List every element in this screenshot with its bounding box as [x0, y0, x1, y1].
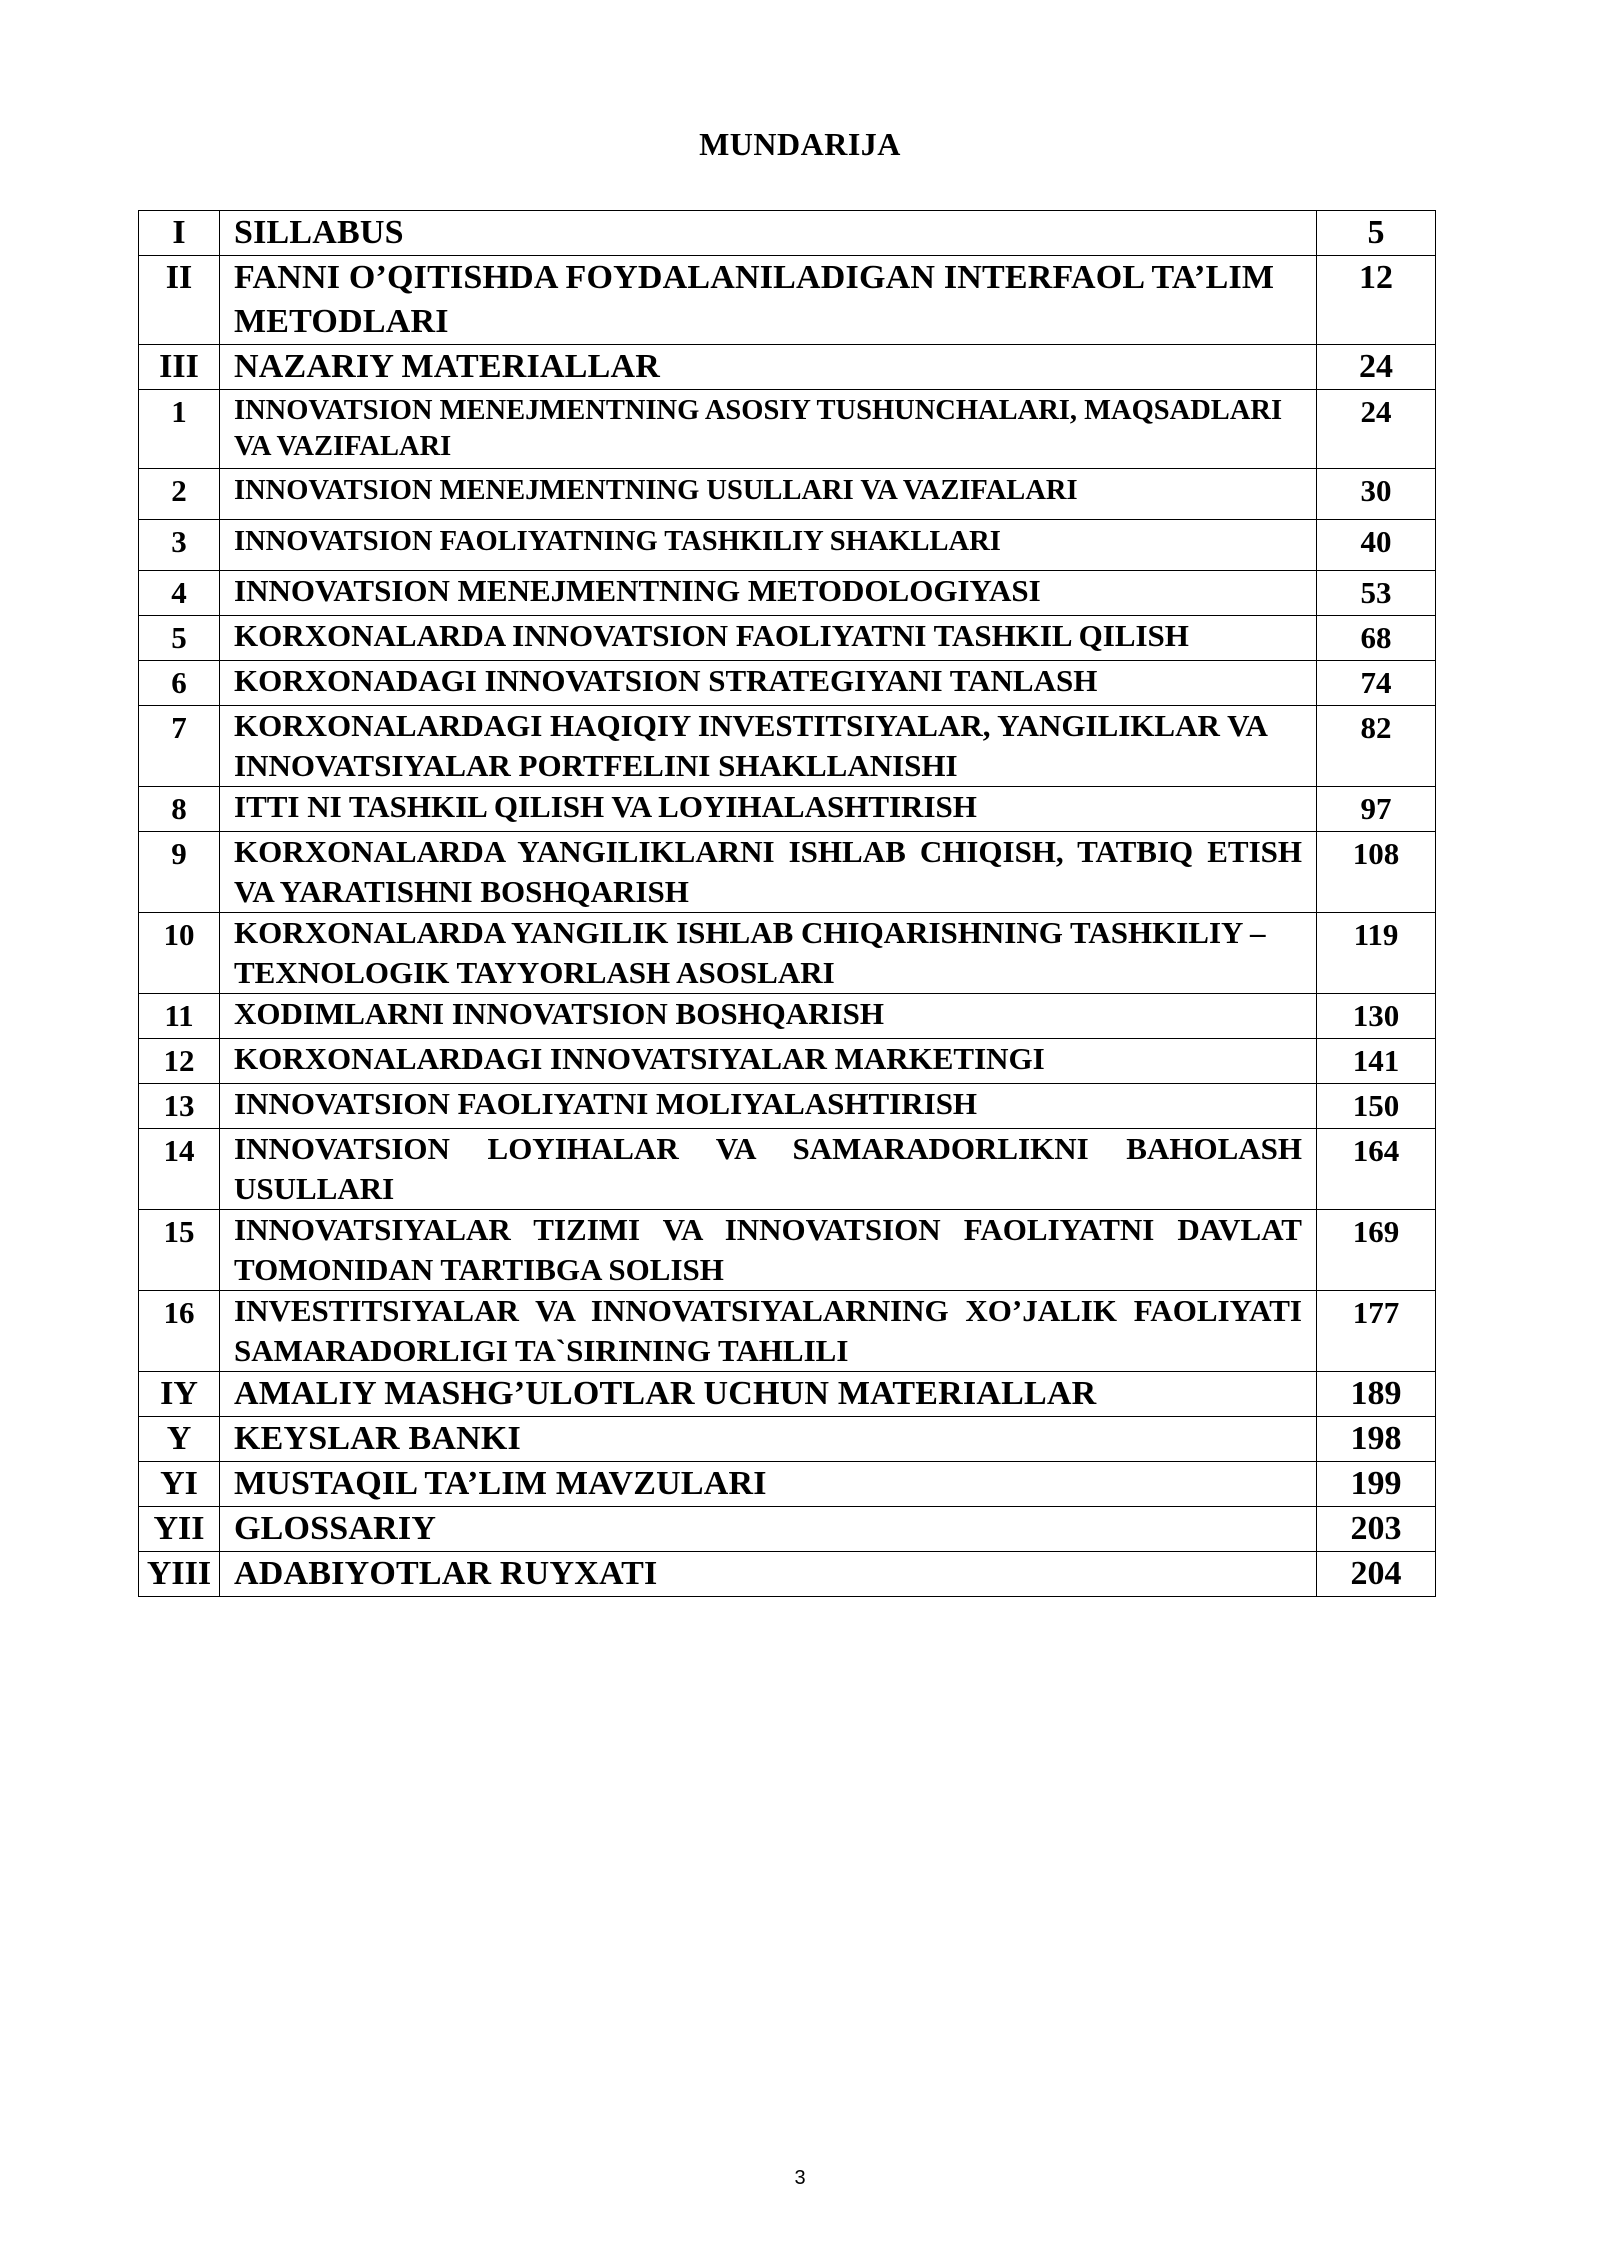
toc-section-number: 14 — [139, 1129, 220, 1210]
toc-section-number: 11 — [139, 994, 220, 1039]
toc-section-number: 4 — [139, 571, 220, 616]
toc-page-number: 150 — [1317, 1084, 1436, 1129]
toc-page-number: 189 — [1317, 1372, 1436, 1417]
toc-body — [139, 211, 1436, 1597]
toc-section-title: INNOVATSION FAOLIYATNING TASHKILIY SHAKLLARI — [220, 520, 1317, 571]
toc-section-number: Y — [139, 1417, 220, 1462]
toc-row — [139, 1552, 1436, 1597]
toc-row — [139, 1462, 1436, 1507]
toc-section-number: YI — [139, 1462, 220, 1507]
toc-section-title: ITTI NI TASHKIL QILISH VA LOYIHALASHTIRISH — [220, 787, 1317, 832]
toc-row — [139, 913, 1436, 994]
toc-section-title: SILLABUS — [220, 211, 1317, 256]
toc-section-number: YIII — [139, 1552, 220, 1597]
toc-section-title: AMALIY MASHG’ULOTLAR UCHUN MATERIALLAR — [220, 1372, 1317, 1417]
toc-page-number: 40 — [1317, 520, 1436, 571]
toc-page-number: 177 — [1317, 1291, 1436, 1372]
page-number: 3 — [794, 2167, 806, 2189]
toc-section-title: KORXONALARDAGI INNOVATSIYALAR MARKETINGI — [220, 1039, 1317, 1084]
toc-section-number: 13 — [139, 1084, 220, 1129]
toc-row — [139, 1084, 1436, 1129]
toc-section-number: 1 — [139, 390, 220, 469]
toc-section-number: 5 — [139, 616, 220, 661]
toc-section-number: 10 — [139, 913, 220, 994]
toc-page-number: 169 — [1317, 1210, 1436, 1291]
toc-page-number: 198 — [1317, 1417, 1436, 1462]
toc-page-number: 141 — [1317, 1039, 1436, 1084]
toc-page-number: 53 — [1317, 571, 1436, 616]
toc-row — [139, 832, 1436, 913]
toc-page-number: 24 — [1317, 390, 1436, 469]
toc-row — [139, 345, 1436, 390]
toc-section-title: MUSTAQIL TA’LIM MAVZULARI — [220, 1462, 1317, 1507]
toc-section-title: INVESTITSIYALAR VA INNOVATSIYALARNING XO’JALIK FAOLIYATI SAMARADORLIGI TA`SIRINING TAHLILI — [220, 1291, 1317, 1372]
toc-page-number: 199 — [1317, 1462, 1436, 1507]
toc-section-number: 6 — [139, 661, 220, 706]
toc-row — [139, 571, 1436, 616]
toc-page-number: 82 — [1317, 706, 1436, 787]
toc-row — [139, 256, 1436, 345]
toc-section-number: 15 — [139, 1210, 220, 1291]
toc-section-number: III — [139, 345, 220, 390]
toc-row — [139, 1129, 1436, 1210]
toc-page-number: 74 — [1317, 661, 1436, 706]
toc-page-number: 119 — [1317, 913, 1436, 994]
toc-row — [139, 661, 1436, 706]
toc-page-number: 24 — [1317, 345, 1436, 390]
toc-row — [139, 1291, 1436, 1372]
toc-section-title: KEYSLAR BANKI — [220, 1417, 1317, 1462]
toc-section-title: ADABIYOTLAR RUYXATI — [220, 1552, 1317, 1597]
toc-section-title: INNOVATSIYALAR TIZIMI VA INNOVATSION FAOLIYATNI DAVLAT TOMONIDAN TARTIBGA SOLISH — [220, 1210, 1317, 1291]
toc-page-number: 204 — [1317, 1552, 1436, 1597]
toc-section-title: KORXONALARDA YANGILIK ISHLAB CHIQARISHNING TASHKILIY – TEXNOLOGIK TAYYORLASH ASOSLARI — [220, 913, 1317, 994]
toc-section-number: YII — [139, 1507, 220, 1552]
toc-row — [139, 1210, 1436, 1291]
toc-section-title: KORXONALARDA YANGILIKLARNI ISHLAB CHIQISH, TATBIQ ETISH VA YARATISHNI BOSHQARISH — [220, 832, 1317, 913]
table-of-contents — [138, 210, 1436, 1597]
toc-page-number: 203 — [1317, 1507, 1436, 1552]
toc-section-number: IY — [139, 1372, 220, 1417]
toc-section-title: GLOSSARIY — [220, 1507, 1317, 1552]
toc-section-title: NAZARIY MATERIALLAR — [220, 345, 1317, 390]
toc-section-number: 2 — [139, 469, 220, 520]
toc-page-number: 5 — [1317, 211, 1436, 256]
toc-section-number: 9 — [139, 832, 220, 913]
toc-section-title: INNOVATSION MENEJMENTNING ASOSIY TUSHUNCHALARI, MAQSADLARI VA VAZIFALARI — [220, 390, 1317, 469]
toc-section-title: KORXONADAGI INNOVATSION STRATEGIYANI TANLASH — [220, 661, 1317, 706]
toc-row — [139, 706, 1436, 787]
toc-row — [139, 1372, 1436, 1417]
toc-section-number: 12 — [139, 1039, 220, 1084]
toc-row — [139, 469, 1436, 520]
toc-page-number: 164 — [1317, 1129, 1436, 1210]
toc-row — [139, 520, 1436, 571]
toc-row — [139, 1507, 1436, 1552]
toc-section-number: 3 — [139, 520, 220, 571]
toc-section-title: KORXONALARDA INNOVATSION FAOLIYATNI TASHKIL QILISH — [220, 616, 1317, 661]
toc-row — [139, 616, 1436, 661]
toc-section-title: INNOVATSION MENEJMENTNING USULLARI VA VAZIFALARI — [220, 469, 1317, 520]
toc-section-title: INNOVATSION LOYIHALAR VA SAMARADORLIKNI BAHOLASH USULLARI — [220, 1129, 1317, 1210]
toc-row — [139, 390, 1436, 469]
toc-section-number: I — [139, 211, 220, 256]
toc-section-title: INNOVATSION FAOLIYATNI MOLIYALASHTIRISH — [220, 1084, 1317, 1129]
toc-section-title: FANNI O’QITISHDA FOYDALANILADIGAN INTERFAOL TA’LIM METODLARI — [220, 256, 1317, 345]
toc-section-number: 8 — [139, 787, 220, 832]
toc-row — [139, 1039, 1436, 1084]
toc-page-number: 12 — [1317, 256, 1436, 345]
toc-row — [139, 1417, 1436, 1462]
toc-row — [139, 994, 1436, 1039]
toc-section-number: 16 — [139, 1291, 220, 1372]
toc-row — [139, 211, 1436, 256]
toc-section-title: KORXONALARDAGI HAQIQIY INVESTITSIYALAR, YANGILIKLAR VA INNOVATSIYALAR PORTFELINI SHAKLLANISHI — [220, 706, 1317, 787]
toc-page-number: 30 — [1317, 469, 1436, 520]
toc-section-number: 7 — [139, 706, 220, 787]
toc-page-number: 130 — [1317, 994, 1436, 1039]
page-title: MUNDARIJA — [699, 126, 901, 162]
toc-row — [139, 787, 1436, 832]
toc-section-title: XODIMLARNI INNOVATSION BOSHQARISH — [220, 994, 1317, 1039]
toc-section-number: II — [139, 256, 220, 345]
toc-page-number: 108 — [1317, 832, 1436, 913]
toc-section-title: INNOVATSION MENEJMENTNING METODOLOGIYASI — [220, 571, 1317, 616]
toc-page-number: 68 — [1317, 616, 1436, 661]
toc-page-number: 97 — [1317, 787, 1436, 832]
